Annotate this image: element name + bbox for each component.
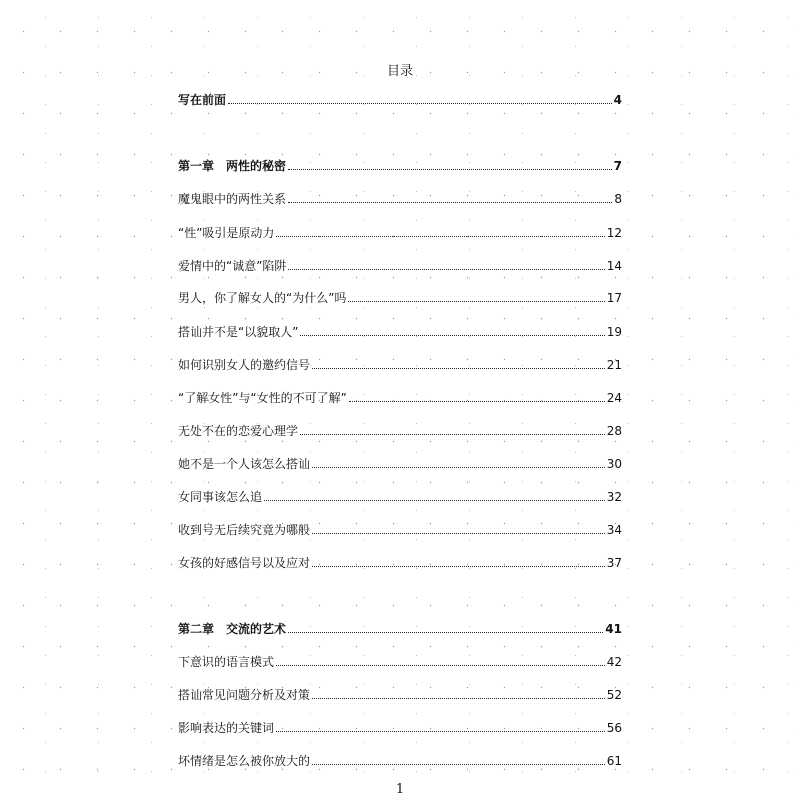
toc-entry-label: 影响表达的关键词 (178, 721, 275, 735)
toc-entry[interactable] (178, 753, 622, 769)
toc-entry-page: 34 (606, 523, 622, 537)
toc-entry[interactable] (178, 489, 622, 505)
toc-entry-page: 12 (606, 226, 622, 240)
toc-entry-label: 坏情绪是怎么被你放大的 (178, 754, 311, 768)
toc-entry-label: 女同事该怎么追 (178, 490, 263, 504)
toc-entry-page: 30 (606, 457, 622, 471)
toc-entry-page: 21 (606, 358, 622, 372)
toc-entry-page: 56 (606, 721, 622, 735)
toc-entry-page: 61 (606, 754, 622, 768)
toc-entry-chapter-1[interactable] (178, 158, 622, 174)
toc-entry-label: 收到号无后续究竟为哪般 (178, 523, 311, 537)
toc-entry-label: “性”吸引是原动力 (178, 226, 275, 240)
toc-entry-page: 37 (606, 556, 622, 570)
dot-leader (348, 301, 604, 302)
toc-entry[interactable] (178, 390, 622, 406)
toc-entry-preface[interactable] (178, 92, 622, 108)
toc-entry-page: 17 (606, 291, 622, 305)
toc-entry-page: 24 (606, 391, 622, 405)
toc-entry-label: 她不是一个人该怎么搭讪 (178, 457, 311, 471)
toc-entry-page: 4 (613, 93, 622, 107)
toc-entry-label: 搭讪常见问题分析及对策 (178, 688, 311, 702)
dot-leader (312, 467, 605, 468)
toc-entry[interactable] (178, 456, 622, 472)
toc-entry[interactable] (178, 290, 622, 306)
toc-entry-label: 第一章 两性的秘密 (178, 159, 287, 173)
toc-entry[interactable] (178, 522, 622, 538)
toc-entry[interactable] (178, 687, 622, 703)
toc-entry[interactable] (178, 423, 622, 439)
toc-entry-page: 14 (606, 259, 622, 273)
toc-entry-page: 41 (605, 622, 622, 636)
dot-leader (276, 731, 605, 732)
toc-entry-label: 男人，你了解女人的“为什么”吗 (178, 291, 347, 305)
toc-entry[interactable] (178, 258, 622, 274)
toc-title: 目录 (386, 64, 413, 79)
toc-entry[interactable] (178, 324, 622, 340)
toc-entry-chapter-2[interactable] (178, 621, 622, 637)
page-number: 1 (395, 782, 405, 797)
dot-leader (288, 169, 612, 170)
dot-leader (312, 533, 605, 534)
toc-entry-label: “了解女性”与“女性的不可了解” (178, 391, 347, 405)
toc-entry-label: 如何识别女人的邀约信号 (178, 358, 311, 372)
toc-entry-label: 第二章 交流的艺术 (178, 622, 287, 636)
toc-entry[interactable] (178, 555, 622, 571)
toc-entry[interactable] (178, 191, 622, 207)
toc-entry-page: 19 (606, 325, 622, 339)
toc-entry-page: 32 (606, 490, 622, 504)
dot-leader (288, 269, 604, 270)
dot-leader (312, 368, 605, 369)
toc-entry-page: 28 (606, 424, 622, 438)
dot-leader (276, 236, 604, 237)
dot-leader (288, 632, 603, 633)
toc-entry-label: 魔鬼眼中的两性关系 (178, 192, 287, 206)
dot-leader (300, 434, 605, 435)
toc-entry-page: 42 (606, 655, 622, 669)
toc-entry-label: 女孩的好感信号以及应对 (178, 556, 311, 570)
dot-leader (312, 764, 605, 765)
toc-entry-label: 无处不在的恋爱心理学 (178, 424, 299, 438)
dot-leader (312, 566, 605, 567)
toc-entry-label: 搭讪并不是“以貌取人” (178, 325, 299, 339)
dot-leader (288, 202, 612, 203)
dot-leader (300, 335, 604, 336)
toc-entry[interactable] (178, 357, 622, 373)
toc-entry[interactable] (178, 720, 622, 736)
dot-leader (349, 401, 605, 402)
toc-entry-page: 7 (613, 159, 622, 173)
toc-entry-label: 爱情中的“诚意”陷阱 (178, 259, 287, 273)
dot-leader (312, 698, 605, 699)
toc-entry-page: 52 (606, 688, 622, 702)
toc-entry-label: 下意识的语言模式 (178, 655, 275, 669)
toc-entry[interactable] (178, 654, 622, 670)
dot-leader (276, 665, 605, 666)
toc-entry-label: 写在前面 (178, 93, 227, 107)
dot-leader (228, 103, 612, 104)
toc-entry[interactable] (178, 225, 622, 241)
dot-leader (264, 500, 605, 501)
toc-entry-page: 8 (614, 192, 622, 206)
